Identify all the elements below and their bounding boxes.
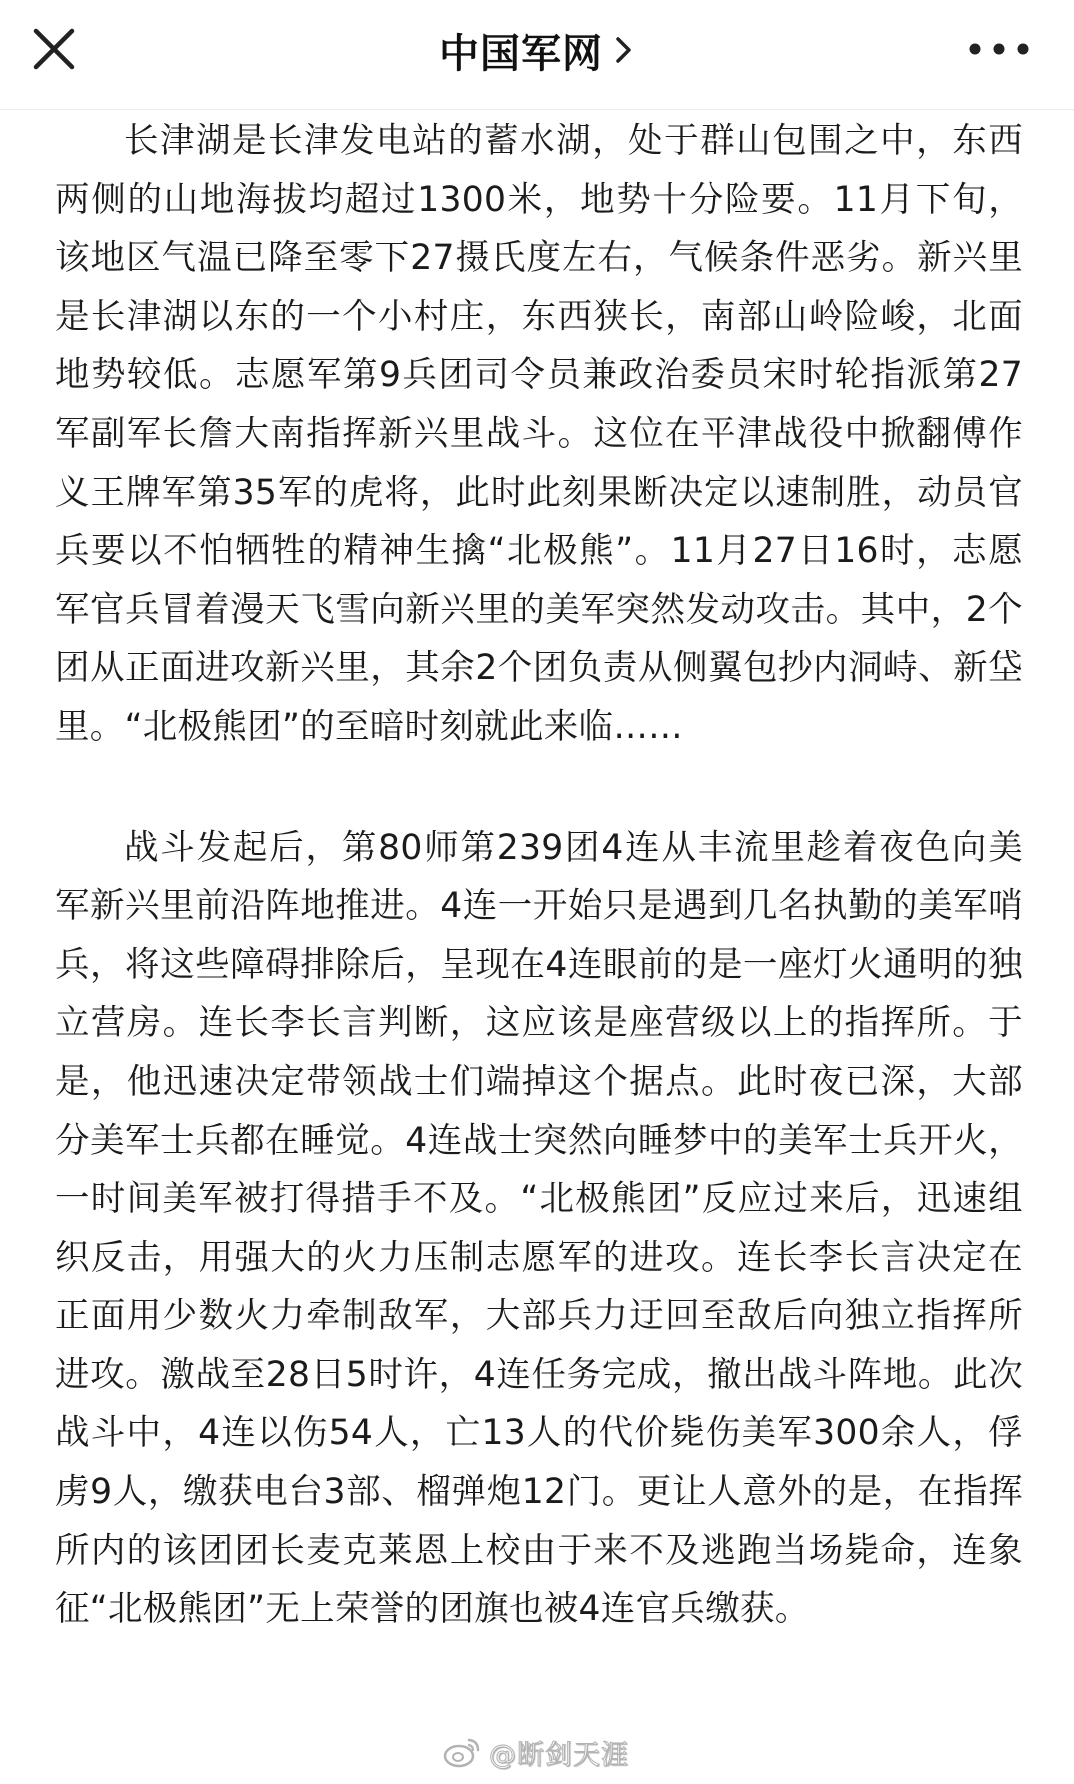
top-navigation-bar	[0, 0, 1074, 110]
watermark	[443, 1733, 629, 1771]
article-paragraph: 战斗发起后，第80师第239团4连从丰流里趁着夜色向美军新兴里前沿阵地推进。4连一开始只是遇到几名执勤的美军哨兵，将这些障碍排除后，呈现在4连眼前的是一座灯火通明的独立营房。连长李长言判断，这应该是座营级以上的指挥所。于是，他迅速决定带领战士们端掉这个据点。此时夜已深，大部分美军士兵都在睡觉。4连战士突然向睡梦中的美军士兵开火，一时间美军被打得措手不及。“北极熊团”反应过来后，迅速组织反击，用强大的火力压制志愿军的进攻。连长李长言决定在正面用少数火力牵制敌军，大部兵力迂回至敌后向独立指挥所进攻。激战至28日5时许，4连任务完成，撤出战斗阵地。此次战斗中，4连以伤54人，亡13人的代价毙伤美军300余人，俘虏9人，缴获电台3部、榴弹炮12门。更让人意外的是，在指挥所内的该团团长麦克莱恩上校由于来不及逃跑当场毙命，连象征“北极熊团”无上荣誉的团旗也被4连官兵缴获。	[55, 827, 1023, 1630]
account-title-link[interactable]	[0, 22, 1074, 78]
more-options-button[interactable]	[964, 25, 1034, 73]
watermark-text: @断剑天涯	[489, 1739, 629, 1771]
page-title: 中国军网	[439, 30, 603, 77]
article-paragraph: 长津湖是长津发电站的蓄水湖，处于群山包围之中，东西两侧的山地海拔均超过1300米，地势十分险要。11月下旬，该地区气温已降至零下27摄氏度左右，气候条件恶劣。新兴里是长津湖以东的一个小村庄，东西狭长，南部山岭险峻，北面地势较低。志愿军第9兵团司令员兼政治委员宋时轮指派第27军副军长詹大南指挥新兴里战斗。这位在平津战役中掀翻傅作义王牌军第35军的虎将，此时此刻果断决定以速制胜，动员官兵要以不怕牺牲的精神生擒“北极熊”。11月27日16时，志愿军官兵冒着漫天飞雪向新兴里的美军突然发动攻击。其中，2个团从正面进攻新兴里，其余2个团负责从侧翼包抄内洞峙、新垈里。“北极熊团”的至暗时刻就此来临……	[55, 121, 1023, 747]
weibo-logo-icon	[443, 1736, 481, 1768]
more-horizontal-icon	[964, 25, 1034, 73]
article-body	[55, 112, 1023, 1639]
paragraph-spacer	[55, 757, 1023, 819]
chevron-right-icon	[613, 34, 635, 66]
